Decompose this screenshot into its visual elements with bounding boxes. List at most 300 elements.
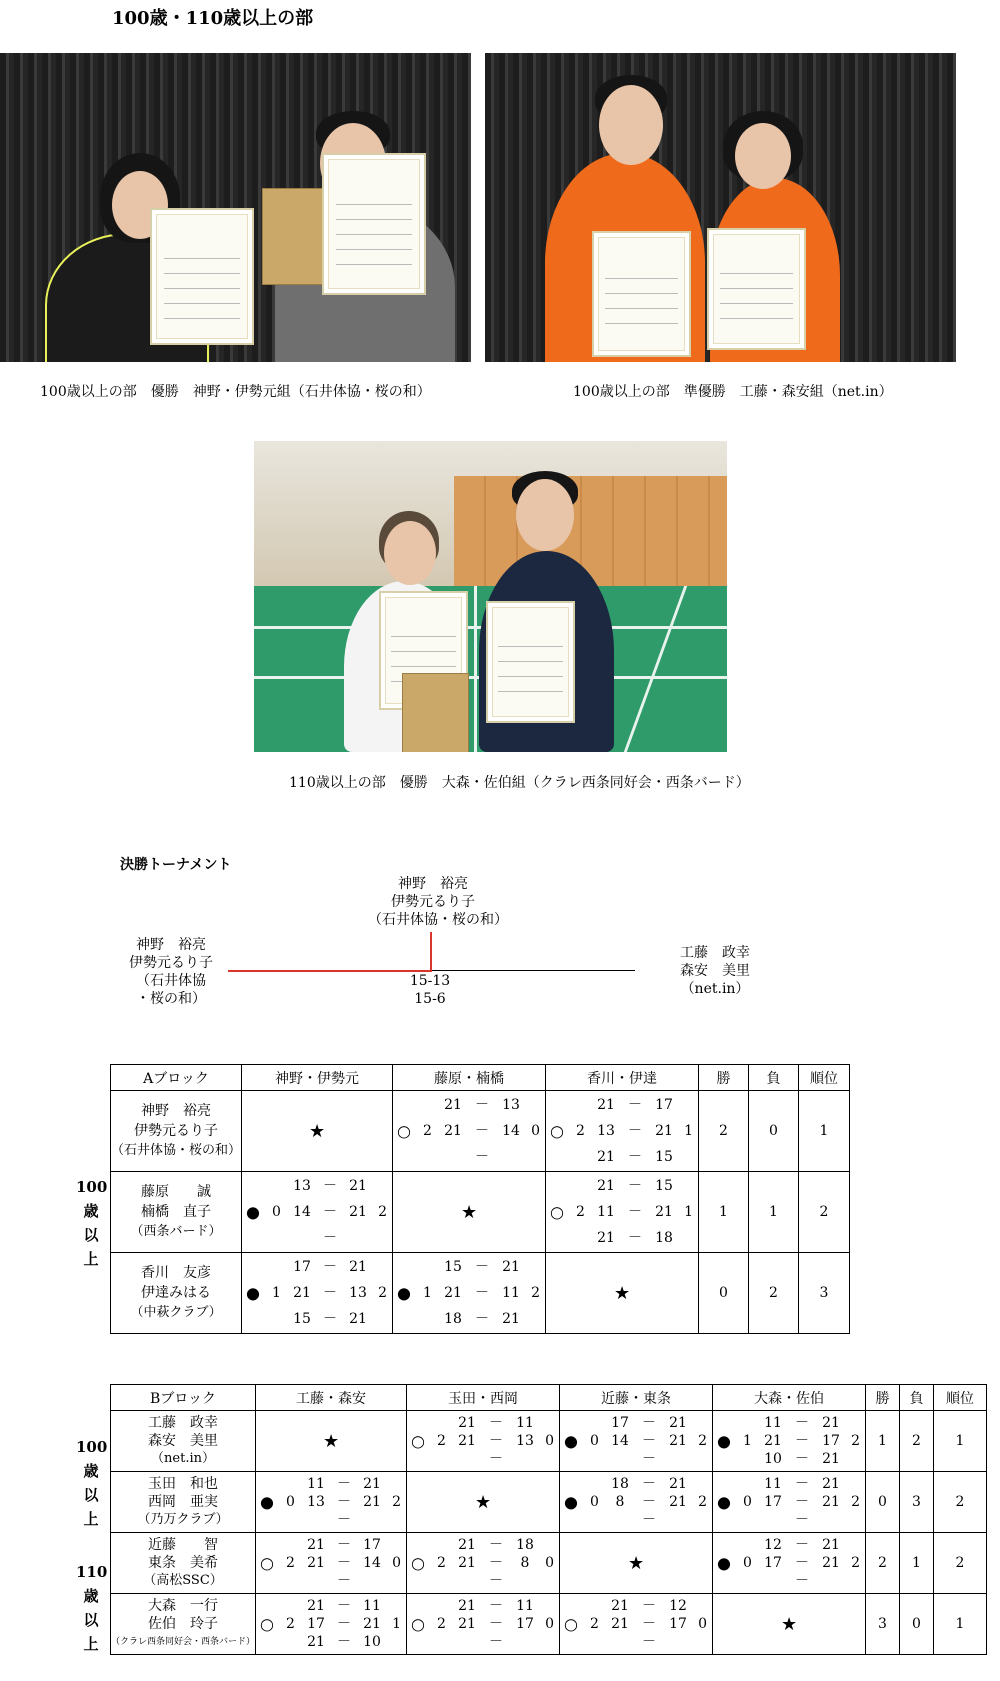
game-score <box>761 1554 843 1572</box>
player-name: 楠橋 直子 <box>141 1204 211 1220</box>
games-won: 2 <box>437 1616 446 1632</box>
game-score <box>441 1254 523 1280</box>
games-lost: 2 <box>392 1494 402 1510</box>
certificate-image <box>322 153 426 295</box>
game-points: 18 <box>611 1476 629 1492</box>
win-circle-icon: ○ <box>550 1121 564 1141</box>
score-dash: － <box>323 1204 338 1220</box>
game-points: 21 <box>669 1415 687 1431</box>
game-score <box>594 1225 676 1251</box>
score-dash: － <box>489 1598 504 1614</box>
game-points: 8 <box>615 1494 625 1510</box>
block-a-table <box>110 1064 850 1334</box>
game-score <box>455 1536 537 1554</box>
block-b-table <box>110 1384 987 1655</box>
game-points <box>304 1572 328 1590</box>
game-points: 21 <box>349 1311 367 1327</box>
game-score <box>455 1572 537 1590</box>
game-points: 13 <box>349 1285 367 1301</box>
game-points: 21 <box>363 1616 381 1632</box>
age-label-110: 110 歳 以 上 <box>76 1563 108 1653</box>
win-circle-icon: ○ <box>411 1431 425 1451</box>
pair-cell <box>111 1594 256 1655</box>
score-dash: － <box>642 1598 657 1614</box>
rank-value: 2 <box>934 1472 987 1533</box>
game-score <box>594 1144 676 1170</box>
score-dash: － <box>323 1259 338 1275</box>
column-header: 負 <box>900 1385 934 1411</box>
game-points: 10 <box>764 1451 782 1467</box>
player-name: 工藤 政幸 <box>148 1415 218 1431</box>
player-name: 西岡 亜実 <box>148 1494 218 1510</box>
game-points: 11 <box>502 1285 520 1301</box>
game-points: 12 <box>764 1537 782 1553</box>
score-dash: － <box>337 1598 352 1614</box>
self-match-star-icon: ★ <box>322 1430 340 1452</box>
game-score <box>608 1597 690 1615</box>
column-header: Aブロック <box>111 1065 242 1091</box>
game-points: 21 <box>669 1433 687 1449</box>
losses-count: 2 <box>749 1253 799 1334</box>
match-cell <box>560 1533 713 1594</box>
score-dash: － <box>323 1230 338 1246</box>
loss-dot-icon: ● <box>246 1202 260 1222</box>
loss-dot-icon: ● <box>717 1492 731 1512</box>
game-points: 14 <box>502 1123 520 1139</box>
win-circle-icon: ○ <box>260 1614 274 1634</box>
game-points: 8 <box>520 1555 530 1571</box>
game-points: 21 <box>822 1494 840 1510</box>
game-points: 21 <box>822 1476 840 1492</box>
score-dash: － <box>475 1123 490 1139</box>
score-dash: － <box>628 1178 643 1194</box>
game-points: 21 <box>611 1616 629 1632</box>
game-score <box>304 1493 384 1511</box>
game-points <box>608 1450 632 1468</box>
game-points: 21 <box>458 1415 476 1431</box>
game-points: 17 <box>655 1097 673 1113</box>
game-points <box>819 1511 843 1529</box>
game-points: 21 <box>444 1097 462 1113</box>
losses-count: 0 <box>900 1594 934 1655</box>
score-dash: － <box>337 1512 352 1528</box>
rank-value: 2 <box>934 1533 987 1594</box>
game-points: 15 <box>655 1149 673 1165</box>
score-dash: － <box>475 1259 490 1275</box>
game-points <box>819 1572 843 1590</box>
games-lost: 2 <box>531 1285 541 1301</box>
score-dash: － <box>489 1433 504 1449</box>
game-points: 18 <box>444 1311 462 1327</box>
games-won: 2 <box>590 1616 599 1632</box>
game-points: 10 <box>363 1634 381 1650</box>
game-points: 21 <box>444 1123 462 1139</box>
score-dash: － <box>795 1555 810 1571</box>
score-dash: － <box>323 1285 338 1301</box>
game-points: 21 <box>822 1555 840 1571</box>
game-points: 11 <box>764 1476 782 1492</box>
game-points: 17 <box>363 1537 381 1553</box>
game-points: 11 <box>307 1476 325 1492</box>
game-score <box>455 1450 537 1468</box>
score-dash: － <box>642 1451 657 1467</box>
game-points <box>499 1144 523 1170</box>
game-score <box>441 1092 523 1118</box>
age-label-100: 100 歳 以 上 <box>76 1438 108 1528</box>
game-score <box>594 1092 676 1118</box>
score-dash: － <box>489 1537 504 1553</box>
game-points: 21 <box>597 1097 615 1113</box>
losses-count: 0 <box>749 1091 799 1172</box>
game-points: 21 <box>822 1415 840 1431</box>
player-name: 伊勢元るり子 <box>134 1123 218 1139</box>
game-points <box>360 1572 384 1590</box>
game-score <box>441 1144 523 1170</box>
game-score <box>594 1199 676 1225</box>
game-score <box>455 1597 537 1615</box>
game-points <box>608 1511 632 1529</box>
score-dash: － <box>489 1451 504 1467</box>
pair-team: （石井体協 <box>136 973 206 989</box>
game-score <box>608 1475 690 1493</box>
pair-cell <box>111 1472 256 1533</box>
score-dash: － <box>628 1149 643 1165</box>
team-name: （乃万クラブ） <box>137 1512 229 1527</box>
game-score <box>304 1572 384 1590</box>
games-won: 1 <box>743 1433 752 1449</box>
age-label-100: 100 歳 以 上 <box>76 1178 108 1268</box>
games-won: 0 <box>286 1494 295 1510</box>
losses-count: 1 <box>749 1172 799 1253</box>
score-dash: － <box>642 1616 657 1632</box>
pair-name: 伊勢元るり子 <box>129 955 213 971</box>
photo-110-champions <box>254 441 727 752</box>
games-lost: 2 <box>378 1285 388 1301</box>
game-points <box>360 1511 384 1529</box>
game-points: 21 <box>349 1178 367 1194</box>
game-points: 15 <box>444 1259 462 1275</box>
table-row <box>111 1594 987 1655</box>
winner-name: 伊勢元るり子 <box>391 894 475 910</box>
games-lost: 2 <box>851 1494 861 1510</box>
games-won: 0 <box>590 1494 599 1510</box>
games-lost: 2 <box>698 1433 708 1449</box>
pair-name: 森安 美里 <box>680 963 750 979</box>
match-cell <box>393 1172 546 1253</box>
game-points: 21 <box>655 1123 673 1139</box>
games-won: 1 <box>423 1285 432 1301</box>
player-name: 近藤 智 <box>148 1537 218 1553</box>
game-score <box>761 1572 843 1590</box>
game-score <box>594 1173 676 1199</box>
certificate-image <box>486 601 575 723</box>
match-cell <box>242 1172 393 1253</box>
score-dash: － <box>628 1230 643 1246</box>
game-points: 17 <box>822 1433 840 1449</box>
self-match-star-icon: ★ <box>308 1120 326 1142</box>
game-score <box>290 1280 370 1306</box>
game-points: 21 <box>307 1537 325 1553</box>
game-points <box>761 1511 785 1529</box>
match-cell <box>546 1091 699 1172</box>
match-cell <box>560 1594 713 1655</box>
column-header: 大森・佐伯 <box>713 1385 866 1411</box>
table-row <box>111 1533 987 1594</box>
win-circle-icon: ○ <box>564 1614 578 1634</box>
game-points: 13 <box>293 1178 311 1194</box>
game-points: 21 <box>597 1230 615 1246</box>
game-points: 21 <box>307 1598 325 1614</box>
game-score <box>304 1475 384 1493</box>
wins-count: 0 <box>699 1253 749 1334</box>
game-score <box>455 1432 537 1450</box>
games-lost: 2 <box>851 1433 861 1449</box>
rank-value: 1 <box>799 1091 850 1172</box>
game-points: 21 <box>307 1634 325 1650</box>
game-score <box>761 1450 843 1468</box>
game-points <box>455 1450 479 1468</box>
player-name: 玉田 和也 <box>148 1476 218 1492</box>
pair-cell <box>111 1411 256 1472</box>
match-cell <box>713 1594 866 1655</box>
score-dash: － <box>795 1451 810 1467</box>
game-score <box>761 1414 843 1432</box>
games-lost: 2 <box>378 1204 388 1220</box>
game-points: 21 <box>611 1598 629 1614</box>
games-won: 0 <box>590 1433 599 1449</box>
game-score <box>304 1554 384 1572</box>
losses-count: 2 <box>900 1411 934 1472</box>
game-points: 17 <box>293 1259 311 1275</box>
score-dash: － <box>475 1097 490 1113</box>
score-dash: － <box>628 1204 643 1220</box>
match-cell <box>407 1411 560 1472</box>
games-won: 0 <box>743 1494 752 1510</box>
score-dash: － <box>795 1537 810 1553</box>
wins-count: 2 <box>699 1091 749 1172</box>
game-score <box>761 1511 843 1529</box>
games-won: 0 <box>272 1204 281 1220</box>
games-won: 1 <box>272 1285 281 1301</box>
game-points: 17 <box>516 1616 534 1632</box>
game-points: 21 <box>293 1285 311 1301</box>
table-row <box>111 1472 987 1533</box>
final-score: 15-13 <box>409 973 451 989</box>
match-cell <box>560 1472 713 1533</box>
game-points: 21 <box>307 1555 325 1571</box>
page-title: 100歳・110歳以上の部 <box>112 8 314 29</box>
pair-cell <box>111 1091 242 1172</box>
score-dash: － <box>337 1555 352 1571</box>
certificate-image <box>592 231 691 357</box>
game-points: 21 <box>458 1537 476 1553</box>
score-dash: － <box>628 1097 643 1113</box>
games-lost: 1 <box>684 1123 694 1139</box>
game-points: 21 <box>363 1476 381 1492</box>
rank-value: 1 <box>934 1411 987 1472</box>
game-score <box>608 1511 690 1529</box>
game-points <box>290 1225 314 1251</box>
match-cell <box>256 1472 407 1533</box>
game-points <box>666 1633 690 1651</box>
game-score <box>304 1511 384 1529</box>
self-match-star-icon: ★ <box>474 1491 492 1513</box>
game-points: 14 <box>611 1433 629 1449</box>
game-points: 17 <box>764 1555 782 1571</box>
match-cell <box>407 1594 560 1655</box>
self-match-star-icon: ★ <box>627 1552 645 1574</box>
game-score <box>608 1633 690 1651</box>
match-cell <box>407 1533 560 1594</box>
games-lost: 0 <box>531 1123 541 1139</box>
games-won: 2 <box>437 1555 446 1571</box>
game-points: 13 <box>516 1433 534 1449</box>
column-header: 工藤・森安 <box>256 1385 407 1411</box>
envelope-image <box>402 673 469 752</box>
rank-value: 2 <box>799 1172 850 1253</box>
score-dash: － <box>795 1494 810 1510</box>
team-name: （西条バード） <box>130 1224 222 1239</box>
game-points: 11 <box>764 1415 782 1431</box>
bracket-line-vertical <box>430 932 432 972</box>
game-score <box>455 1414 537 1432</box>
player-name: 大森 一行 <box>148 1598 218 1614</box>
final-score: 15-6 <box>414 991 446 1007</box>
column-header: 順位 <box>799 1065 850 1091</box>
score-dash: － <box>642 1634 657 1650</box>
photo-100-runners-up <box>485 53 956 362</box>
game-points: 15 <box>293 1311 311 1327</box>
bracket-left-pair <box>118 936 224 1008</box>
match-cell <box>546 1253 699 1334</box>
game-score <box>608 1615 690 1633</box>
game-points: 21 <box>502 1259 520 1275</box>
column-header: 藤原・楠橋 <box>393 1065 546 1091</box>
games-won: 2 <box>423 1123 432 1139</box>
column-header: 順位 <box>934 1385 987 1411</box>
score-dash: － <box>795 1512 810 1528</box>
win-circle-icon: ○ <box>550 1202 564 1222</box>
game-score <box>608 1414 690 1432</box>
game-points: 21 <box>822 1451 840 1467</box>
table-row <box>111 1411 987 1472</box>
games-lost: 0 <box>545 1616 555 1632</box>
match-cell <box>713 1472 866 1533</box>
column-header: 玉田・西岡 <box>407 1385 560 1411</box>
game-points <box>304 1511 328 1529</box>
bracket-line-loser-side <box>432 970 635 971</box>
game-points: 21 <box>458 1555 476 1571</box>
game-points: 11 <box>516 1415 534 1431</box>
game-points <box>441 1144 465 1170</box>
game-points: 18 <box>516 1537 534 1553</box>
game-points: 21 <box>458 1598 476 1614</box>
column-header: 勝 <box>699 1065 749 1091</box>
game-score <box>441 1306 523 1332</box>
loss-dot-icon: ● <box>717 1431 731 1451</box>
score-dash: － <box>489 1573 504 1589</box>
pair-team: （net.in） <box>680 981 750 997</box>
player-name: 伊達みはる <box>141 1285 211 1301</box>
player-name: 神野 裕亮 <box>141 1103 211 1119</box>
score-dash: － <box>642 1476 657 1492</box>
score-dash: － <box>337 1494 352 1510</box>
table-row <box>111 1091 850 1172</box>
table-header-row <box>111 1385 987 1411</box>
game-points: 14 <box>293 1204 311 1220</box>
score-dash: － <box>795 1476 810 1492</box>
pair-cell <box>111 1533 256 1594</box>
game-points: 13 <box>307 1494 325 1510</box>
game-points <box>455 1572 479 1590</box>
player-name: 東条 美希 <box>148 1555 218 1571</box>
game-points <box>455 1633 479 1651</box>
winner-team: （石井体協・桜の和） <box>368 912 508 928</box>
games-lost: 0 <box>392 1555 402 1571</box>
game-score <box>290 1173 370 1199</box>
match-cell <box>713 1411 866 1472</box>
game-score <box>761 1475 843 1493</box>
game-points: 13 <box>597 1123 615 1139</box>
games-lost: 2 <box>698 1494 708 1510</box>
pair-cell <box>111 1253 242 1334</box>
games-won: 2 <box>286 1616 295 1632</box>
game-score <box>608 1493 690 1511</box>
photo-caption: 100歳以上の部 準優勝 工藤・森安組（net.in） <box>573 384 893 400</box>
win-circle-icon: ○ <box>411 1553 425 1573</box>
games-lost: 0 <box>698 1616 708 1632</box>
game-score <box>290 1199 370 1225</box>
score-dash: － <box>475 1149 490 1165</box>
column-header: 勝 <box>866 1385 900 1411</box>
table-row <box>111 1172 850 1253</box>
match-cell <box>256 1411 407 1472</box>
certificate-image <box>707 228 806 350</box>
column-header: 香川・伊達 <box>546 1065 699 1091</box>
games-won: 2 <box>437 1433 446 1449</box>
score-dash: － <box>337 1616 352 1632</box>
match-cell <box>256 1594 407 1655</box>
rank-value: 1 <box>934 1594 987 1655</box>
game-points <box>513 1572 537 1590</box>
games-lost: 1 <box>392 1616 402 1632</box>
game-points: 17 <box>669 1616 687 1632</box>
game-points <box>513 1450 537 1468</box>
game-score <box>304 1597 384 1615</box>
game-score <box>608 1432 690 1450</box>
game-score <box>304 1536 384 1554</box>
match-cell <box>256 1533 407 1594</box>
game-points: 21 <box>655 1204 673 1220</box>
match-cell <box>560 1411 713 1472</box>
game-score <box>455 1633 537 1651</box>
self-match-star-icon: ★ <box>460 1201 478 1223</box>
pair-name: 工藤 政幸 <box>680 945 750 961</box>
score-dash: － <box>628 1123 643 1139</box>
win-circle-icon: ○ <box>260 1553 274 1573</box>
photo-100-champions <box>0 53 471 362</box>
win-circle-icon: ○ <box>411 1614 425 1634</box>
pair-name: 神野 裕亮 <box>136 937 206 953</box>
game-points: 21 <box>458 1433 476 1449</box>
team-name: （石井体協・桜の和） <box>111 1143 242 1158</box>
game-score <box>441 1118 523 1144</box>
game-points: 21 <box>764 1433 782 1449</box>
column-header: 神野・伊勢元 <box>242 1065 393 1091</box>
games-lost: 0 <box>545 1433 555 1449</box>
player-name: 藤原 誠 <box>141 1184 211 1200</box>
player-name: 香川 友彦 <box>141 1265 211 1281</box>
